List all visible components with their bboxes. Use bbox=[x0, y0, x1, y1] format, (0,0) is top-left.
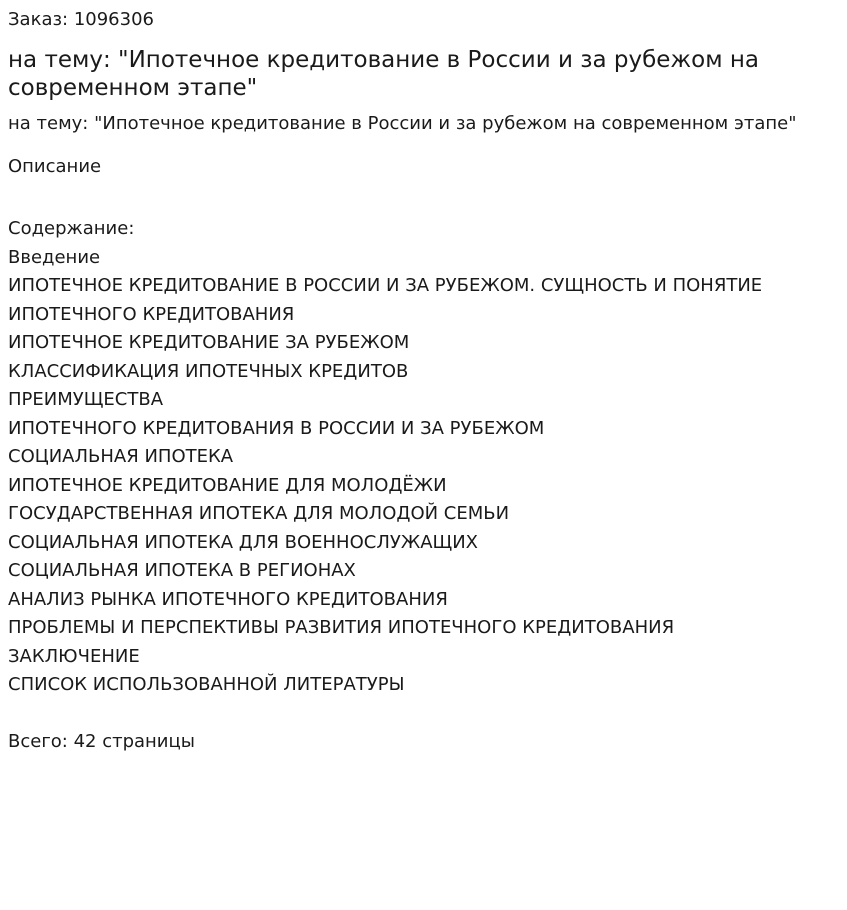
contents-item: ЗАКЛЮЧЕНИЕ bbox=[8, 645, 140, 667]
contents-item: ПРОБЛЕМЫ И ПЕРСПЕКТИВЫ РАЗВИТИЯ ИПОТЕЧНОГО КРЕДИТОВАНИЯ bbox=[8, 617, 675, 638]
contents-item: ИПОТЕЧНОЕ КРЕДИТОВАНИЕ ДЛЯ МОЛОДЁЖИ bbox=[8, 474, 447, 496]
contents-item: ИПОТЕЧНОЕ КРЕДИТОВАНИЕ В РОССИИ И ЗА РУБЕЖОМ. СУЩНОСТЬ И ПОНЯТИЕ ИПОТЕЧНОГО КРЕДИТОВАНИЯ bbox=[8, 275, 763, 325]
contents-item: Введение bbox=[8, 246, 101, 268]
contents-item: СОЦИАЛЬНАЯ ИПОТЕКА В РЕГИОНАХ bbox=[8, 560, 356, 581]
contents-item: СПИСОК ИСПОЛЬЗОВАННОЙ ЛИТЕРАТУРЫ bbox=[8, 674, 405, 695]
contents-item: ИПОТЕЧНОГО КРЕДИТОВАНИЯ В РОССИИ И ЗА РУБЕЖОМ bbox=[8, 417, 545, 439]
contents-item: ИПОТЕЧНОЕ КРЕДИТОВАНИЕ ЗА РУБЕЖОМ bbox=[8, 332, 410, 353]
contents-item: КЛАССИФИКАЦИЯ ИПОТЕЧНЫХ КРЕДИТОВ bbox=[8, 360, 409, 382]
contents-item: ПРЕИМУЩЕСТВА bbox=[8, 389, 164, 410]
contents-item: СОЦИАЛЬНАЯ ИПОТЕКА bbox=[8, 446, 234, 467]
order-number: Заказ: 1096306 bbox=[8, 9, 154, 30]
table-of-contents bbox=[8, 215, 839, 700]
page-count: Всего: 42 страницы bbox=[8, 730, 195, 752]
contents-item: СОЦИАЛЬНАЯ ИПОТЕКА ДЛЯ ВОЕННОСЛУЖАЩИХ bbox=[8, 531, 479, 553]
contents-item: АНАЛИЗ РЫНКА ИПОТЕЧНОГО КРЕДИТОВАНИЯ bbox=[8, 588, 448, 610]
contents-heading: Содержание: bbox=[8, 218, 135, 239]
page-subtitle: на тему: "Ипотечное кредитование в России и за рубежом на современном этапе" bbox=[8, 113, 797, 134]
description-label: Описание bbox=[8, 156, 102, 177]
page-title: на тему: "Ипотечное кредитование в России и за рубежом на современном этапе" bbox=[8, 47, 760, 101]
contents-item: ГОСУДАРСТВЕННАЯ ИПОТЕКА ДЛЯ МОЛОДОЙ СЕМЬИ bbox=[8, 503, 510, 524]
